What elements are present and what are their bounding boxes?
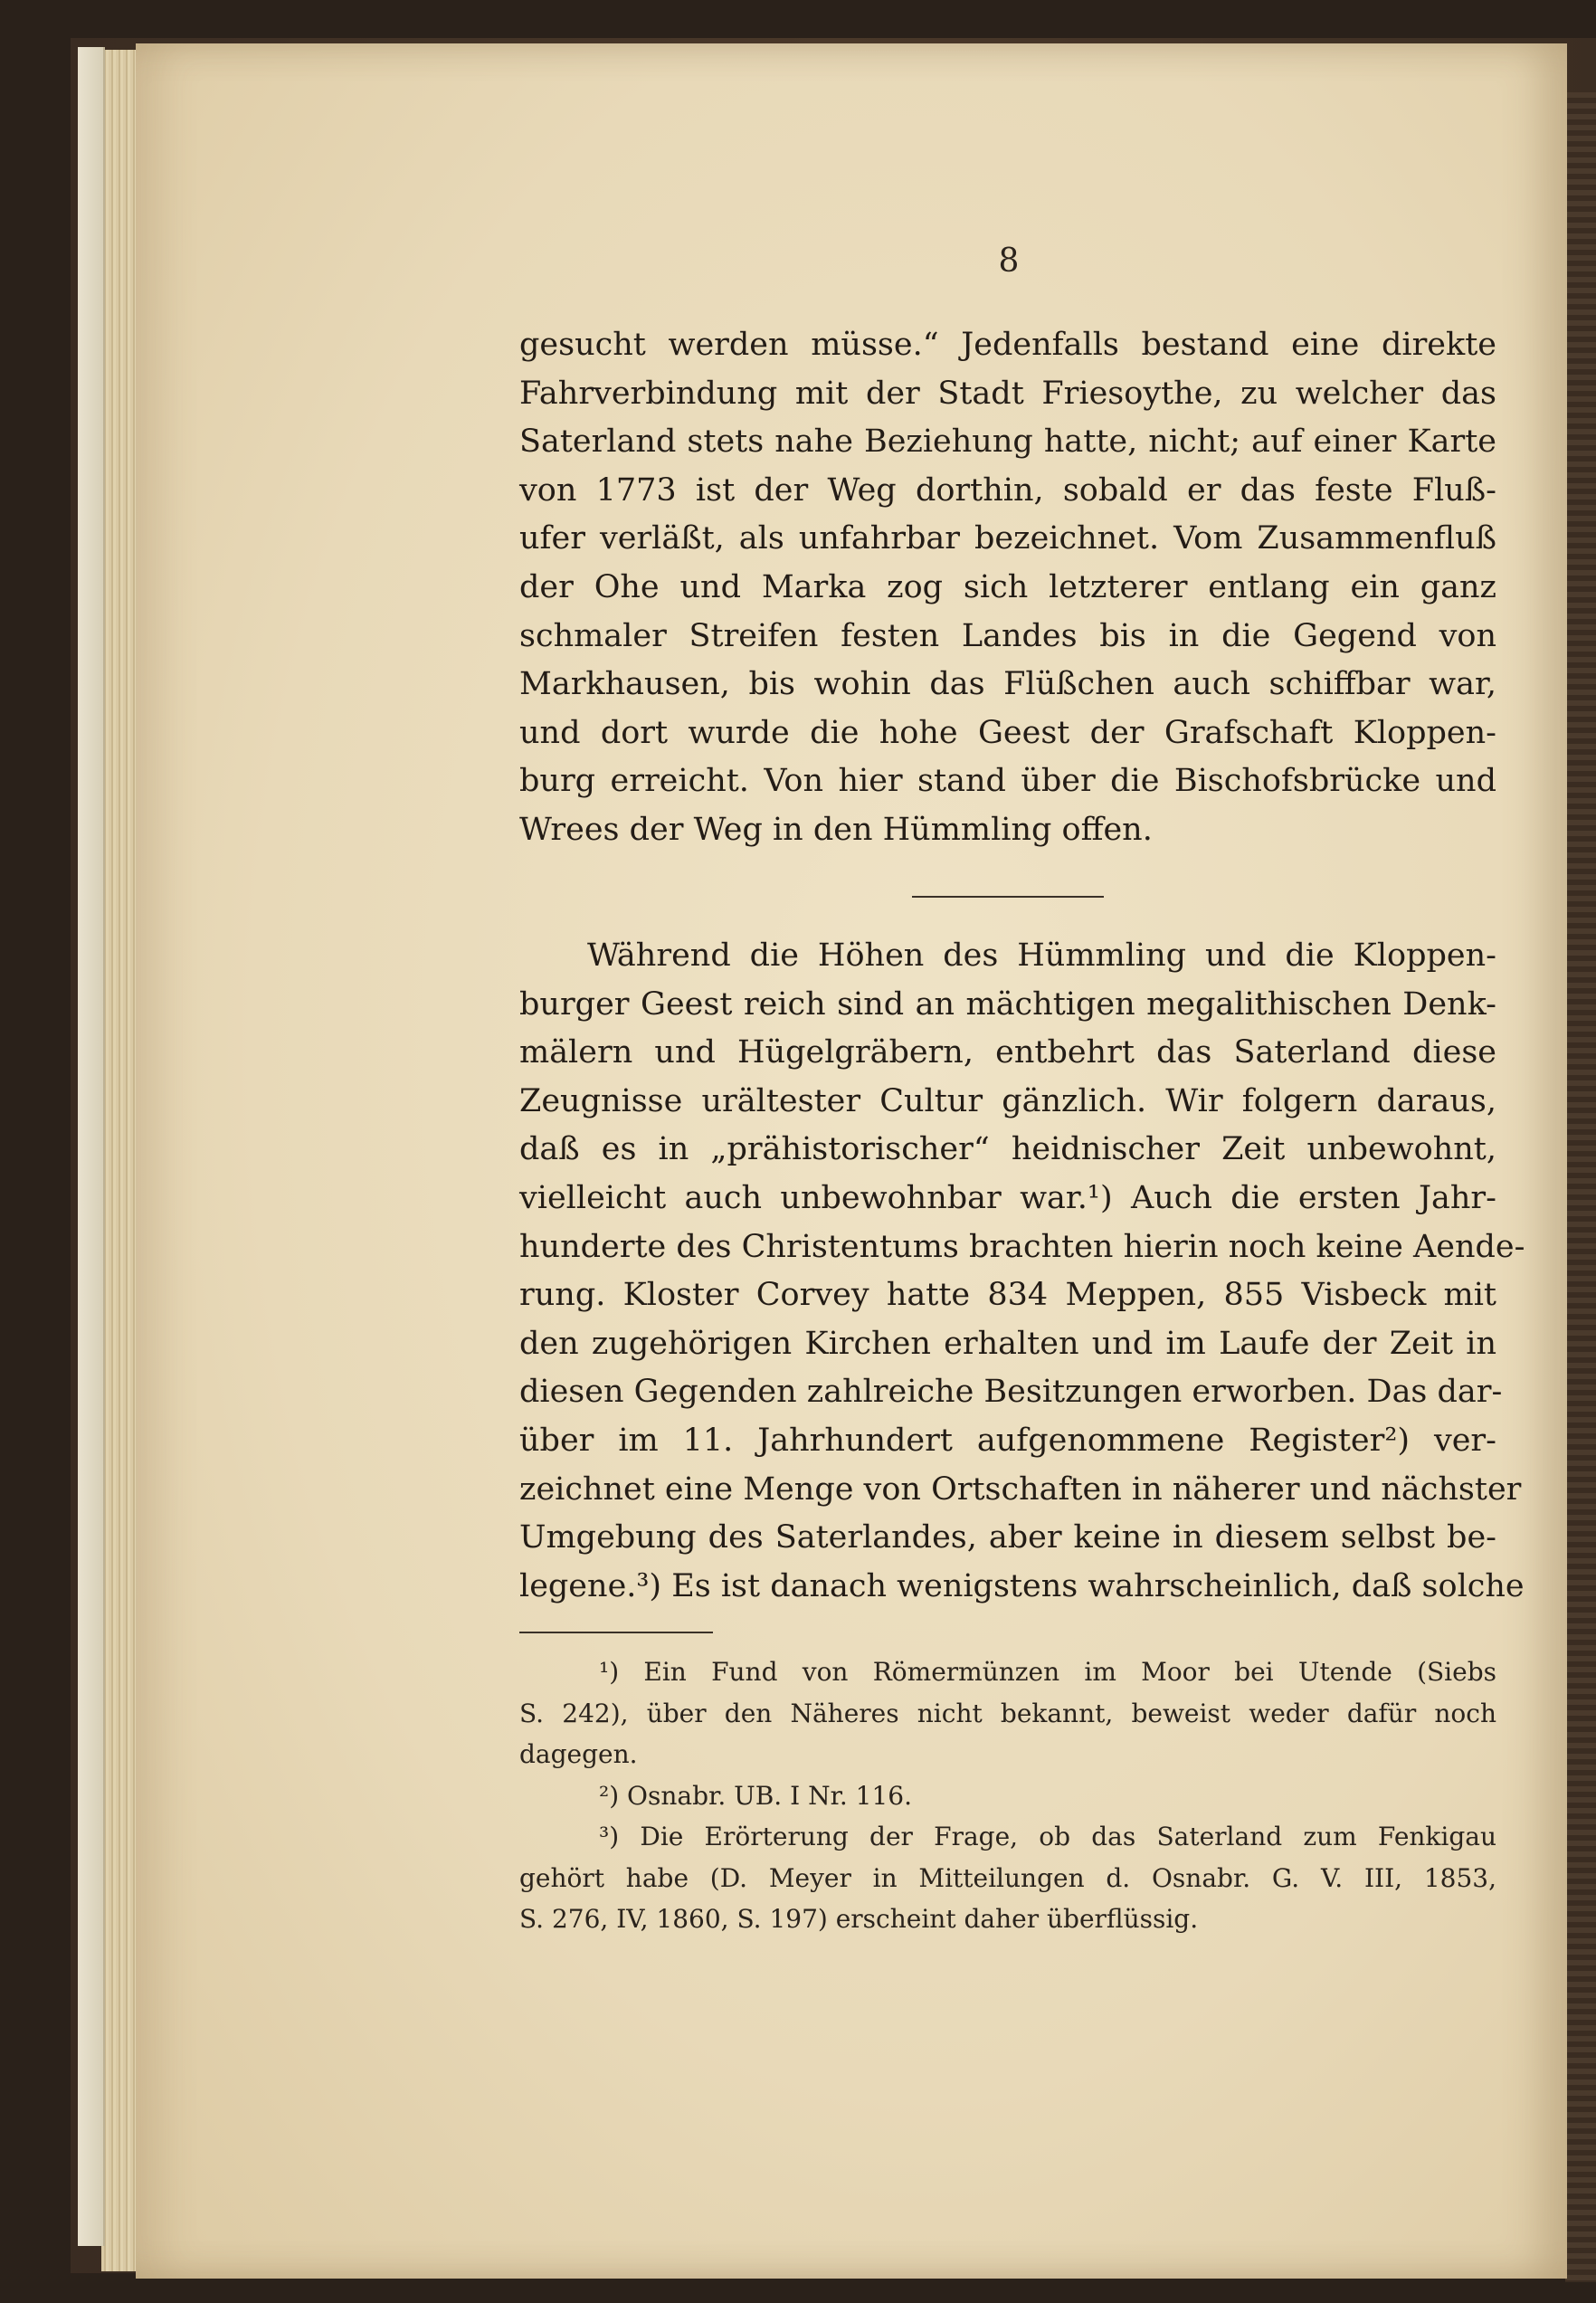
- footnote-1-line: dagegen.: [519, 1739, 638, 1769]
- paragraph-2: [519, 932, 1525, 1611]
- text-line: ufer verläßt, als unfahrbar bezeichnet. Vom Zusammenfluß: [519, 520, 1496, 557]
- text-line: Umgebung des Saterlandes, aber keine in diesem selbst be-: [519, 1519, 1496, 1556]
- footnotes: [519, 1651, 1496, 1940]
- text-line: legene.³) Es ist danach wenigstens wahrscheinlich, daß solche: [519, 1567, 1525, 1604]
- footnote-3-line: S. 276, IV, 1860, S. 197) erscheint daher überflüssig.: [519, 1904, 1199, 1934]
- text-line: hunderte des Christentums brachten hierin noch keine Aende-: [519, 1228, 1525, 1265]
- text-line: Fahrverbindung mit der Stadt Friesoythe, zu welcher das: [519, 375, 1496, 412]
- section-divider: [912, 896, 1104, 898]
- text-line: Während die Höhen des Hümmling und die Kloppen-: [587, 937, 1496, 974]
- footnote-rule: [519, 1632, 713, 1633]
- binding-strip: [78, 47, 105, 2246]
- text-line: mälern und Hügelgräbern, entbehrt das Saterland diese: [519, 1034, 1496, 1071]
- text-line: gesucht werden müsse.“ Jedenfalls bestand eine direkte: [519, 327, 1496, 363]
- footnote-3-line: gehört habe (D. Meyer in Mitteilungen d. Osnabr. G. V. III, 1853,: [519, 1862, 1496, 1893]
- footnote-3-line: ³) Die Erörterung der Frage, ob das Saterland zum Fenkigau: [599, 1822, 1496, 1851]
- text-line: Saterland stets nahe Beziehung hatte, nicht; auf einer Karte: [519, 423, 1496, 461]
- text-line: rung. Kloster Corvey hatte 834 Meppen, 855 Visbeck mit: [519, 1277, 1496, 1314]
- text-line: Zeugnisse urältester Cultur gänzlich. Wir folgern daraus,: [519, 1082, 1496, 1119]
- cover-edge: [1565, 92, 1596, 2282]
- paragraph-1: [519, 321, 1496, 855]
- text-line: und dort wurde die hohe Geest der Grafschaft Kloppen-: [519, 714, 1496, 751]
- footnote-1-line: ¹) Ein Fund von Römermünzen im Moor bei Utende (Siebs: [599, 1657, 1496, 1687]
- text-line: diesen Gegenden zahlreiche Besitzungen erworben. Das dar-: [519, 1374, 1503, 1411]
- text-line: zeichnet eine Menge von Ortschaften in näherer und nächster: [519, 1470, 1522, 1508]
- text-line: der Ohe und Marka zog sich letzterer entlang ein ganz: [519, 568, 1496, 605]
- text-line: über im 11. Jahrhundert aufgenommene Register²) ver-: [519, 1422, 1496, 1459]
- text-line: daß es in „prähistorischer“ heidnischer Zeit unbewohnt,: [519, 1131, 1496, 1168]
- text-line: Markhausen, bis wohin das Flüßchen auch schiffbar war,: [519, 666, 1496, 703]
- text-line: von 1773 ist der Weg dorthin, sobald er das feste Fluß-: [519, 471, 1496, 509]
- page-number: 8: [998, 243, 1020, 280]
- text-line: schmaler Streifen festen Landes bis in die Gegend von: [519, 617, 1496, 654]
- text-line: burg erreicht. Von hier stand über die Bischofsbrücke und: [519, 763, 1496, 800]
- text-line: vielleicht auch unbewohnbar war.¹) Auch die ersten Jahr-: [519, 1179, 1496, 1216]
- text-line: Wrees der Weg in den Hümmling offen.: [519, 811, 1153, 848]
- text-line: den zugehörigen Kirchen erhalten und im Laufe der Zeit in: [519, 1325, 1496, 1362]
- text-line: burger Geest reich sind an mächtigen megalithischen Denk-: [519, 985, 1496, 1023]
- footnote-2-line: ²) Osnabr. UB. I Nr. 116.: [599, 1780, 913, 1811]
- footnote-1-line: S. 242), über den Näheres nicht bekannt, beweist weder dafür noch: [519, 1698, 1496, 1728]
